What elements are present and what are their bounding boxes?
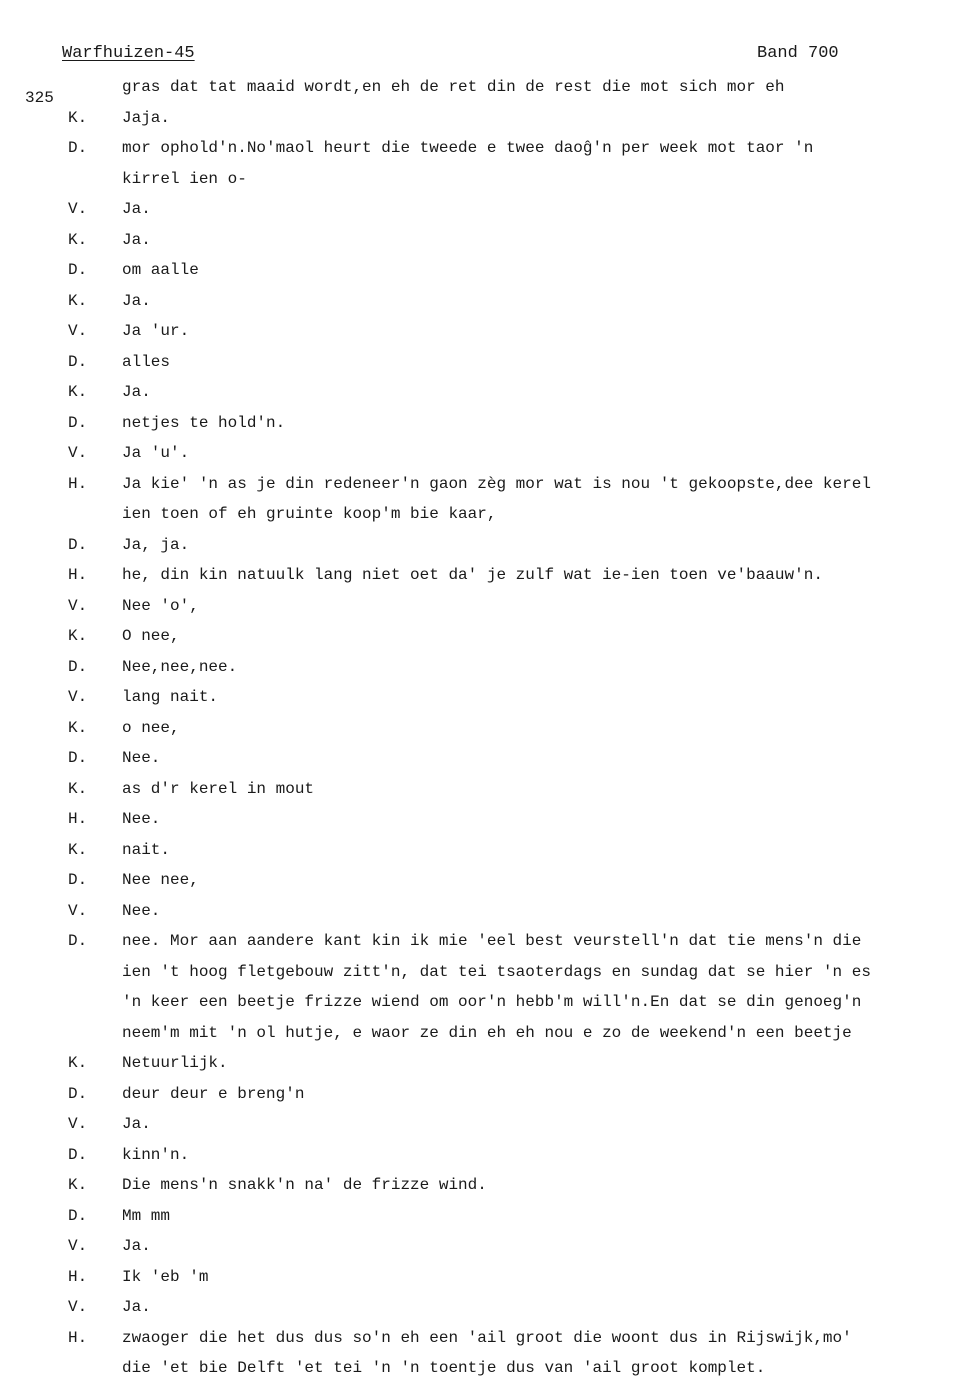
utterance <box>122 1231 962 1262</box>
utterance <box>122 713 962 744</box>
speaker-label: V. <box>68 1237 88 1255</box>
utterance-line: netjes te hold'n. <box>122 413 286 432</box>
utterance <box>122 743 962 774</box>
utterance-line: Ja, ja. <box>122 535 190 554</box>
speaker-label: K. <box>68 779 88 798</box>
utterance <box>122 316 962 347</box>
utterance <box>122 530 962 561</box>
utterance <box>122 408 962 439</box>
utterance-line: ien 't hoog fletgebouw zitt'n, dat tei tsaoterdags en sundag dat se hier 'n es <box>122 962 871 981</box>
speaker-label: K. <box>68 108 88 127</box>
speaker-label: D. <box>68 749 88 767</box>
page-number: 325 <box>25 89 54 107</box>
utterance-line: O nee, <box>122 627 180 645</box>
utterance-line: Nee 'o', <box>122 596 199 615</box>
speaker-label: V. <box>68 596 88 615</box>
utterance <box>122 804 962 835</box>
utterance-line: lang nait. <box>122 688 219 706</box>
utterance <box>122 682 962 713</box>
utterance <box>122 133 962 194</box>
utterance-line: om aalle <box>122 261 199 279</box>
utterance-line: Mm mm <box>122 1206 171 1225</box>
speaker-label: V. <box>68 688 88 706</box>
utterance-line: Netuurlijk. <box>122 1054 228 1072</box>
speaker-label: D. <box>68 1084 88 1103</box>
utterance <box>122 1140 962 1171</box>
utterance-line: Ja. <box>122 1237 151 1255</box>
speaker-label: D. <box>68 139 88 157</box>
speaker-label: D. <box>68 352 88 371</box>
utterance <box>122 469 962 530</box>
utterance <box>122 560 962 591</box>
utterance <box>122 1262 962 1293</box>
utterance-line: Ja. <box>122 1298 151 1316</box>
speaker-label: V. <box>68 901 88 920</box>
utterance <box>122 1292 962 1323</box>
utterance-line: Nee,nee,nee. <box>122 657 238 676</box>
speaker-label: V. <box>68 1115 88 1133</box>
utterance <box>122 621 962 652</box>
utterance-line: zwaoger die het dus dus so'n eh een 'ail groot die woont dus in Rijswijk,mo' <box>122 1328 852 1347</box>
utterance-line: o nee, <box>122 718 180 737</box>
utterance <box>122 1170 962 1201</box>
utterance <box>122 591 962 622</box>
speaker-label: V. <box>68 200 88 218</box>
utterance <box>122 1109 962 1140</box>
speaker-label: D. <box>68 1206 88 1225</box>
utterance-line: Ik 'eb 'm <box>122 1267 209 1286</box>
utterance-line: nait. <box>122 840 171 859</box>
utterance-line: he, din kin natuulk lang niet oet da' je zulf wat ie-ien toen ve'baauw'n. <box>122 566 823 584</box>
speaker-label: K. <box>68 718 88 737</box>
utterance-line: alles <box>122 352 171 371</box>
utterance-line: Nee. <box>122 810 161 828</box>
utterance <box>122 1079 962 1110</box>
speaker-label: K. <box>68 627 88 645</box>
utterance-line: nee. Mor aan aandere kant kin ik mie 'eel best veurstell'n dat tie mens'n die <box>122 932 862 950</box>
utterance-line: Ja 'ur. <box>122 322 190 340</box>
utterance <box>122 347 962 378</box>
utterance <box>122 835 962 866</box>
speaker-label: D. <box>68 1145 88 1164</box>
utterance-line: Ja. <box>122 200 151 218</box>
utterance <box>122 926 962 1048</box>
speaker-label: D. <box>68 535 88 554</box>
utterance-line: Nee nee, <box>122 871 199 889</box>
utterance <box>122 225 962 256</box>
utterance-line: as d'r kerel in mout <box>122 779 315 798</box>
utterance-line: Ja. <box>122 230 151 249</box>
utterance <box>122 1201 962 1232</box>
utterance-line: Nee. <box>122 901 161 920</box>
speaker-label: K. <box>68 291 88 310</box>
document-reference: Warfhuizen-45 <box>62 44 195 63</box>
utterance-line: deur deur e breng'n <box>122 1084 305 1103</box>
speaker-label: V. <box>68 444 88 462</box>
speaker-label: D. <box>68 657 88 676</box>
utterance <box>122 652 962 683</box>
speaker-label: D. <box>68 413 88 432</box>
speaker-label: K. <box>68 840 88 859</box>
speaker-label: V. <box>68 322 88 340</box>
speaker-label: K. <box>68 1176 88 1194</box>
utterance <box>122 255 962 286</box>
speaker-label: D. <box>68 871 88 889</box>
utterance-line: Ja 'u'. <box>122 444 190 462</box>
utterance-line: kinn'n. <box>122 1145 190 1164</box>
utterance <box>122 286 962 317</box>
speaker-label: D. <box>68 261 88 279</box>
utterance-line: Ja kie' 'n as je din redeneer'n gaon zèg mor wat is nou 't gekoopste,dee kerel <box>122 474 871 493</box>
utterance-line: gras dat tat maaid wordt,en eh de ret din de rest die mot sich mor eh <box>122 78 785 96</box>
speaker-label: D. <box>68 932 88 950</box>
speaker-label: H. <box>68 566 88 584</box>
utterance <box>122 438 962 469</box>
speaker-label: H. <box>68 1267 88 1286</box>
speaker-label: V. <box>68 1298 88 1316</box>
utterance <box>122 103 962 134</box>
utterance <box>122 1048 962 1079</box>
utterance <box>122 72 962 103</box>
utterance-line: ien toen of eh gruinte koop'm bie kaar, <box>122 505 497 523</box>
utterance <box>122 774 962 805</box>
speaker-label: H. <box>68 1328 88 1347</box>
utterance-line: Nee. <box>122 749 161 767</box>
speaker-label: H. <box>68 810 88 828</box>
utterance-line: 'n keer een beetje frizze wiend om oor'n hebb'm will'n.En dat se din genoeg'n <box>122 993 862 1011</box>
utterance-line: neem'm mit 'n ol hutje, e waor ze din eh eh nou e zo de weekend'n een beetje <box>122 1023 852 1042</box>
utterance-line: die 'et bie Delft 'et tei 'n 'n toentje dus van 'ail groot komplet. <box>122 1359 766 1377</box>
speaker-label: K. <box>68 1054 88 1072</box>
utterance-line: Die mens'n snakk'n na' de frizze wind. <box>122 1176 487 1194</box>
utterance-line: kirrel ien o- <box>122 169 247 188</box>
utterance <box>122 377 962 408</box>
utterance-line: Ja. <box>122 383 151 401</box>
utterance <box>122 194 962 225</box>
utterance-line: Ja. <box>122 1115 151 1133</box>
utterance <box>122 1323 962 1384</box>
utterance <box>122 865 962 896</box>
speaker-label: K. <box>68 383 88 401</box>
utterance-line: mor ophold'n.No'maol heurt die tweede e twee daoĝ'n per week mot taor 'n <box>122 139 814 157</box>
tape-band-number: Band 700 <box>757 44 839 63</box>
utterance-line: Jaja. <box>122 108 171 127</box>
utterance-line: Ja. <box>122 291 151 310</box>
speaker-label: H. <box>68 474 88 493</box>
speaker-label: K. <box>68 230 88 249</box>
utterance <box>122 896 962 927</box>
